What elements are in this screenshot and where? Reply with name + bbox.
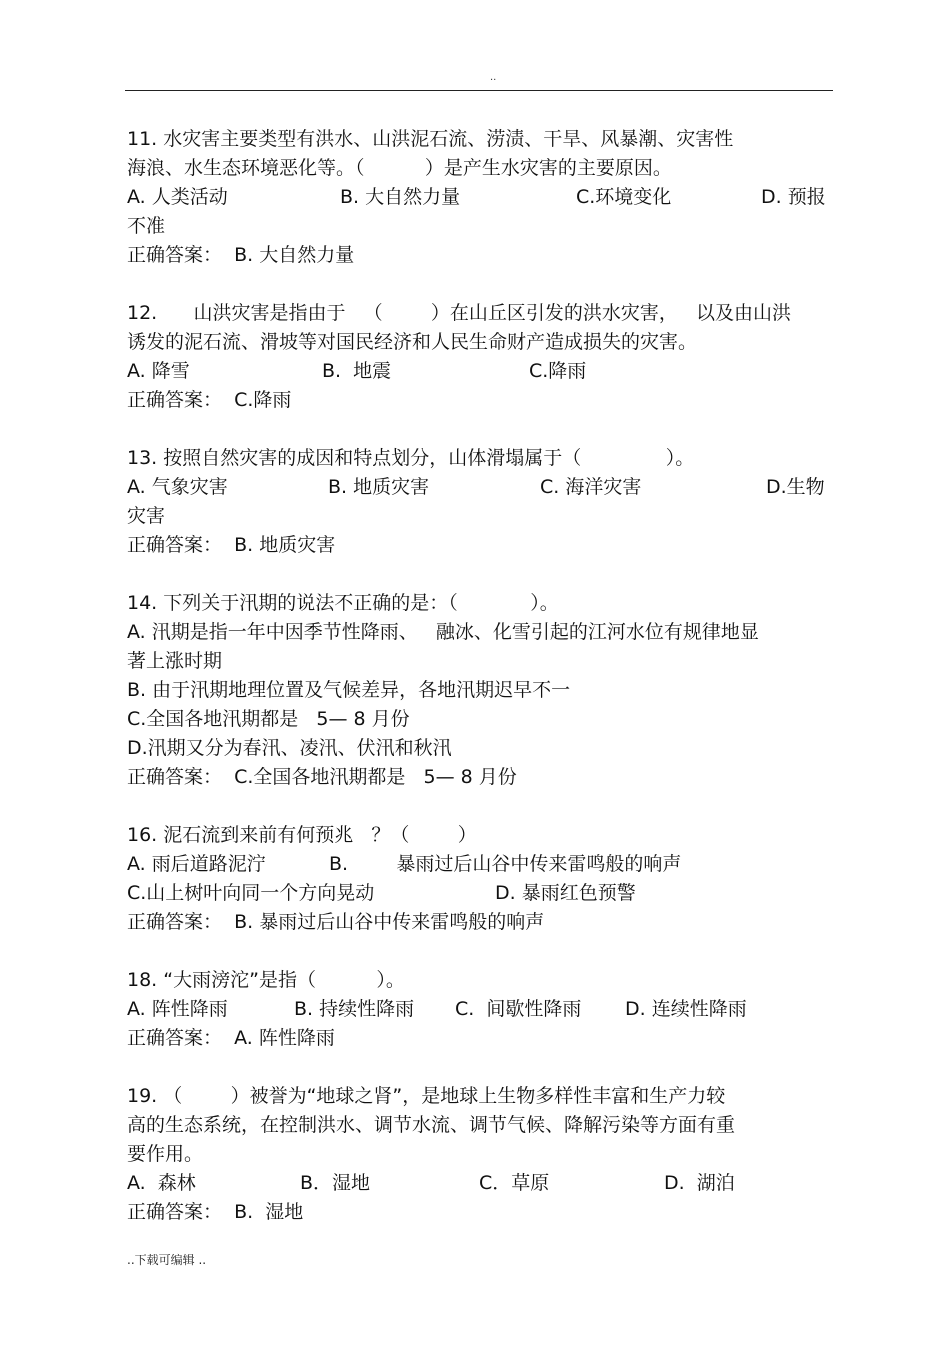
option-b: B. 暴雨过后山谷中传来雷鸣般的响声 xyxy=(329,853,682,875)
correct-answer: 正确答案： C.全国各地汛期都是 5— 8 月份 xyxy=(127,766,517,788)
option-a-continued: 著上涨时期 xyxy=(127,650,223,672)
question-stem: 19. （ ）被誉为“地球之肾”，是地球上生物多样性丰富和生产力较 xyxy=(127,1085,726,1107)
question-12 xyxy=(127,299,832,415)
options-row xyxy=(127,183,832,212)
options-row xyxy=(127,1169,832,1198)
option-b: B. 大自然力量 xyxy=(340,186,461,208)
option-c: C. 海洋灾害 xyxy=(540,476,642,498)
header-rule xyxy=(125,90,833,91)
question-stem: 18. “大雨滂沱”是指（ ）。 xyxy=(127,969,405,991)
option-c: C.降雨 xyxy=(529,360,587,382)
question-stem: 要作用。 xyxy=(127,1143,204,1165)
option-c: C. 间歇性降雨 xyxy=(455,998,582,1020)
correct-answer: 正确答案： B. 大自然力量 xyxy=(127,244,355,266)
option-d: D. 连续性降雨 xyxy=(625,998,747,1020)
option-d: D. 暴雨红色预警 xyxy=(495,882,636,904)
option-b: B. 地震 xyxy=(322,360,392,382)
question-16 xyxy=(127,821,832,937)
options-row xyxy=(127,995,832,1024)
options-row xyxy=(127,850,832,879)
option-a: A. 气象灾害 xyxy=(127,476,228,498)
document-body xyxy=(127,125,832,1256)
option-a: A. 阵性降雨 xyxy=(127,998,228,1020)
options-row xyxy=(127,357,832,386)
correct-answer: 正确答案： B. 暴雨过后山谷中传来雷鸣般的响声 xyxy=(127,911,545,933)
correct-answer: 正确答案： A. 阵性降雨 xyxy=(127,1027,335,1049)
question-stem: 13. 按照自然灾害的成因和特点划分，山体滑塌属于（ ）。 xyxy=(127,447,695,469)
option-a: A. 雨后道路泥泞 xyxy=(127,853,266,875)
option-a: A. 森林 xyxy=(127,1172,196,1194)
footer-text: ..下载可编辑 .. xyxy=(127,1253,207,1267)
option-d: D. 湖泊 xyxy=(664,1172,735,1194)
option-c: C.环境变化 xyxy=(576,186,672,208)
option-d: D. 预报 xyxy=(761,186,826,208)
question-18 xyxy=(127,966,832,1053)
question-14 xyxy=(127,589,832,792)
option-d-continued: 不准 xyxy=(127,215,166,237)
option-d: D.生物 xyxy=(766,476,825,498)
question-11 xyxy=(127,125,832,270)
option-c: C.山上树叶向同一个方向晃动 xyxy=(127,882,375,904)
options-row xyxy=(127,879,832,908)
question-19 xyxy=(127,1082,832,1227)
header-mark: .. xyxy=(490,72,497,83)
question-stem: 海浪、水生态环境恶化等。（ ）是产生水灾害的主要原因。 xyxy=(127,157,672,179)
option-c: C.全国各地汛期都是 5— 8 月份 xyxy=(127,708,410,730)
options-row xyxy=(127,473,832,502)
option-a: A. 降雪 xyxy=(127,360,190,382)
option-b: B．湿地 xyxy=(300,1172,371,1194)
question-stem: 14. 下列关于汛期的说法不正确的是：（ ）。 xyxy=(127,592,559,614)
option-c: C．草原 xyxy=(479,1172,550,1194)
question-stem: 高的生态系统，在控制洪水、调节水流、调节气候、降解污染等方面有重 xyxy=(127,1114,736,1136)
option-b: B. 地质灾害 xyxy=(328,476,430,498)
question-13 xyxy=(127,444,832,560)
correct-answer: 正确答案： C.降雨 xyxy=(127,389,292,411)
correct-answer: 正确答案： B. 地质灾害 xyxy=(127,534,336,556)
question-stem: 12. 山洪灾害是指由于 （ ）在山丘区引发的洪水灾害， 以及由山洪 xyxy=(127,302,792,324)
option-b: B. 由于汛期地理位置及气候差异，各地汛期迟早不一 xyxy=(127,679,571,701)
question-stem: 诱发的泥石流、滑坡等对国民经济和人民生命财产造成损失的灾害。 xyxy=(127,331,698,353)
correct-answer: 正确答案： B. 湿地 xyxy=(127,1201,304,1223)
option-a: A. 汛期是指一年中因季节性降雨、 融冰、化雪引起的江河水位有规律地显 xyxy=(127,621,759,643)
option-d-continued: 灾害 xyxy=(127,505,166,527)
option-d: D.汛期又分为春汛、凌汛、伏汛和秋汛 xyxy=(127,737,452,759)
question-stem: 16. 泥石流到来前有何预兆 ？（ ） xyxy=(127,824,477,846)
option-a: A. 人类活动 xyxy=(127,186,228,208)
option-b: B. 持续性降雨 xyxy=(294,998,415,1020)
question-stem: 11. 水灾害主要类型有洪水、山洪泥石流、涝渍、干旱、风暴潮、灾害性 xyxy=(127,128,734,150)
